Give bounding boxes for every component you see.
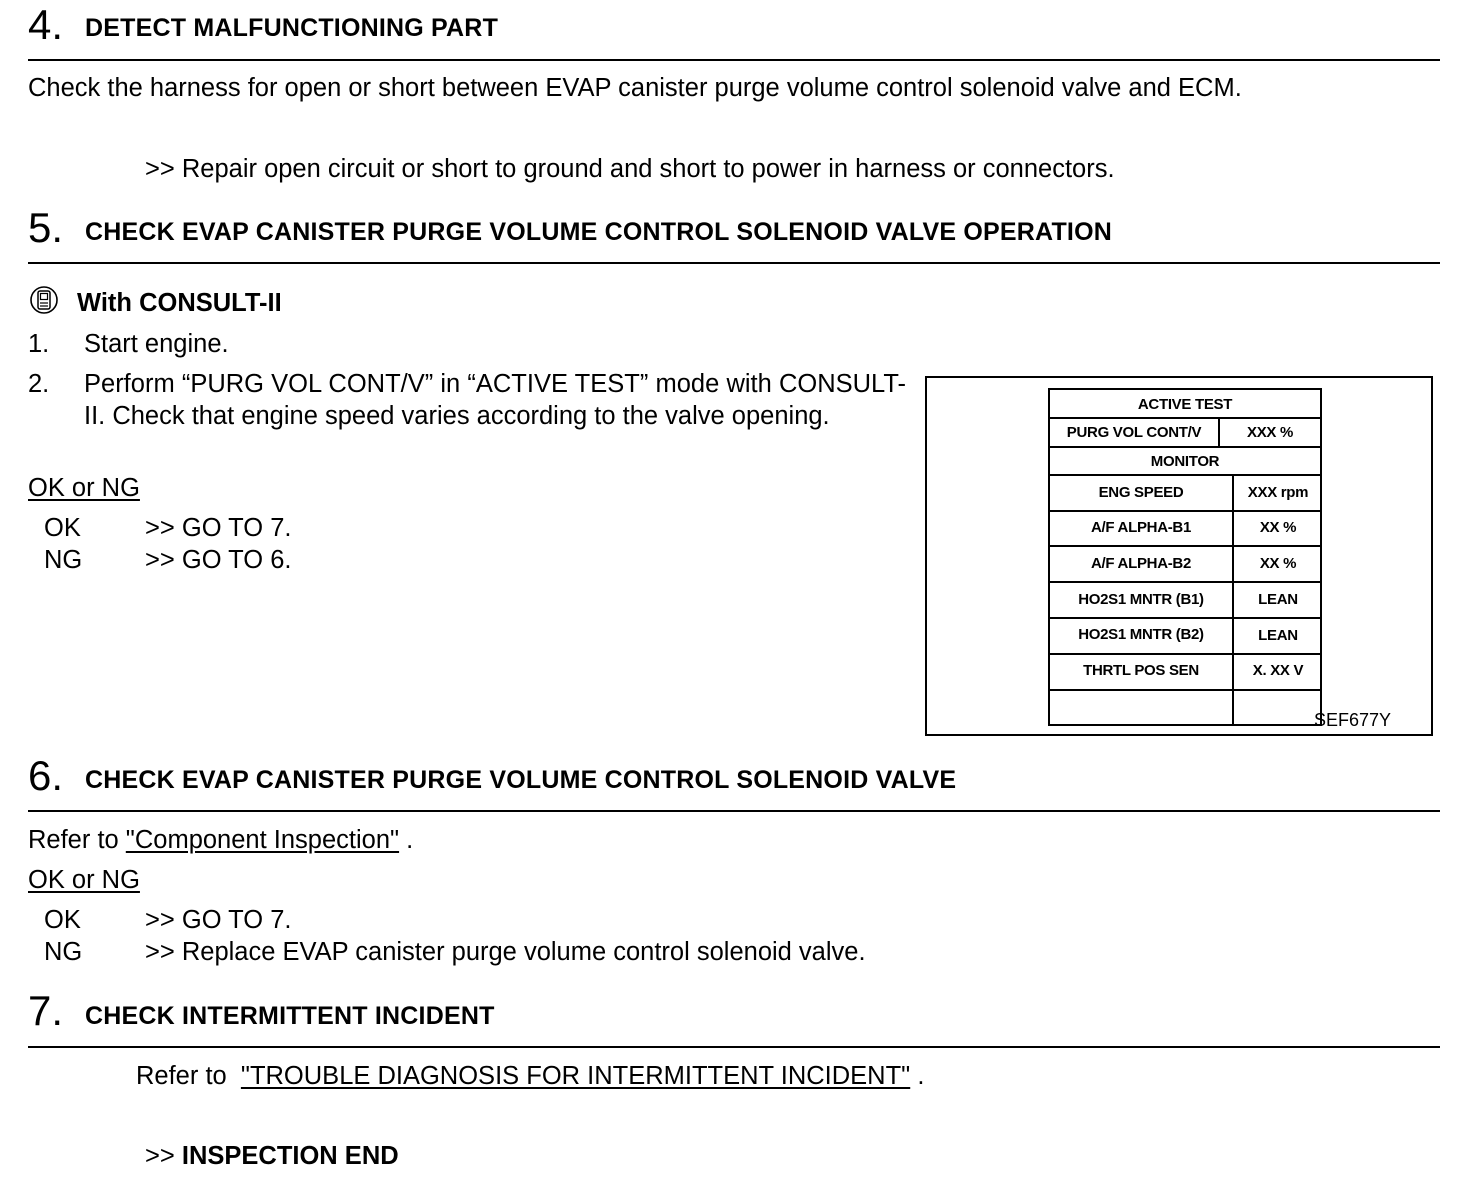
component-inspection-link[interactable]: "Component Inspection" — [125, 826, 400, 854]
screen-grid-line — [1048, 510, 1322, 512]
step-6-title: CHECK EVAP CANISTER PURGE VOLUME CONTROL SOLENOID VALVE — [85, 766, 957, 794]
screen-grid-line — [1048, 689, 1322, 691]
step-5-ok-ng-label: OK or NG — [28, 474, 140, 502]
monitor-header: MONITOR — [1150, 453, 1220, 470]
trouble-diagnosis-link[interactable]: "TROUBLE DIAGNOSIS FOR INTERMITTENT INCIDENT" — [240, 1062, 911, 1090]
item-2-number: 2. — [28, 370, 50, 398]
item-2-text: Perform “PURG VOL CONT/V” in “ACTIVE TEST” mode with CONSULT-II. Check that engine speed varies according to the valve opening. — [84, 370, 906, 430]
step-4-action: >> Repair open circuit or short to ground and short to power in harness or connectors. — [145, 155, 1115, 183]
monitor-row-label: THRTL POS SEN — [1083, 662, 1199, 679]
refer-prefix: Refer to — [136, 1062, 241, 1090]
step-6-ok-ng-label: OK or NG — [28, 866, 140, 894]
monitor-row-label: HO2S1 MNTR (B1) — [1078, 591, 1204, 608]
step-4-divider — [28, 59, 1440, 61]
active-test-item: PURG VOL CONT/V — [1066, 424, 1202, 441]
screen-grid-line — [1048, 653, 1322, 655]
screen-grid-line — [1048, 446, 1322, 448]
step-5-number: 5. — [28, 204, 64, 251]
item-1-number: 1. — [28, 330, 50, 358]
step-5-ng-key: NG — [44, 546, 83, 574]
step-4-title: DETECT MALFUNCTIONING PART — [85, 14, 499, 42]
step-6-ng-action: >> Replace EVAP canister purge volume control solenoid valve. — [145, 938, 866, 966]
inspection-end — [145, 1142, 399, 1171]
monitor-row-value: LEAN — [1258, 627, 1298, 644]
monitor-row-value: XX % — [1259, 519, 1297, 536]
step-7-number: 7. — [28, 987, 64, 1034]
screen-grid-line — [1048, 545, 1322, 547]
step-6-ok-key: OK — [44, 906, 81, 934]
step-5-ok-action: >> GO TO 7. — [145, 514, 292, 542]
monitor-row-label: ENG SPEED — [1098, 484, 1184, 501]
step-5-divider — [28, 262, 1440, 264]
figure-id: SEF677Y — [1314, 710, 1392, 730]
consult-label: With CONSULT-II — [77, 289, 282, 317]
end-label: INSPECTION END — [181, 1142, 399, 1170]
screen-grid-line — [1048, 581, 1322, 583]
step-6-number: 6. — [28, 752, 64, 799]
step-6-divider — [28, 810, 1440, 812]
monitor-row-value: LEAN — [1258, 591, 1298, 608]
refer-suffix: . — [399, 826, 414, 854]
monitor-row-value: X. XX V — [1252, 662, 1304, 679]
active-test-value: XXX % — [1246, 424, 1294, 441]
end-prefix: >> — [145, 1142, 182, 1170]
screen-grid-line — [1048, 474, 1322, 476]
monitor-row-value: XXX rpm — [1247, 484, 1309, 501]
monitor-row-value: XX % — [1259, 555, 1297, 572]
monitor-row-label: A/F ALPHA-B2 — [1090, 555, 1191, 572]
step-5-ok-key: OK — [44, 514, 81, 542]
screen-grid-line — [1048, 617, 1322, 619]
step-7-title: CHECK INTERMITTENT INCIDENT — [85, 1002, 495, 1030]
step-4-text: Check the harness for open or short between EVAP canister purge volume control solenoid valve and ECM. — [28, 74, 1242, 102]
step-4-number: 4. — [28, 1, 64, 48]
screen-grid-line — [1048, 417, 1322, 419]
monitor-row-label: A/F ALPHA-B1 — [1090, 519, 1191, 536]
step-7-refer — [136, 1062, 924, 1091]
step-6-ng-key: NG — [44, 938, 83, 966]
step-6-refer — [28, 826, 413, 855]
step-7-divider — [28, 1046, 1440, 1048]
step-5-ng-action: >> GO TO 6. — [145, 546, 292, 574]
step-5-title: CHECK EVAP CANISTER PURGE VOLUME CONTROL SOLENOID VALVE OPERATION — [85, 218, 1112, 246]
monitor-row-label: HO2S1 MNTR (B2) — [1078, 626, 1204, 643]
step-6-ok-action: >> GO TO 7. — [145, 906, 292, 934]
item-1-text: Start engine. — [84, 330, 229, 358]
consult-tool-icon — [28, 285, 60, 315]
active-test-header: ACTIVE TEST — [1137, 396, 1233, 413]
refer-suffix: . — [910, 1062, 925, 1090]
refer-prefix: Refer to — [28, 826, 126, 854]
